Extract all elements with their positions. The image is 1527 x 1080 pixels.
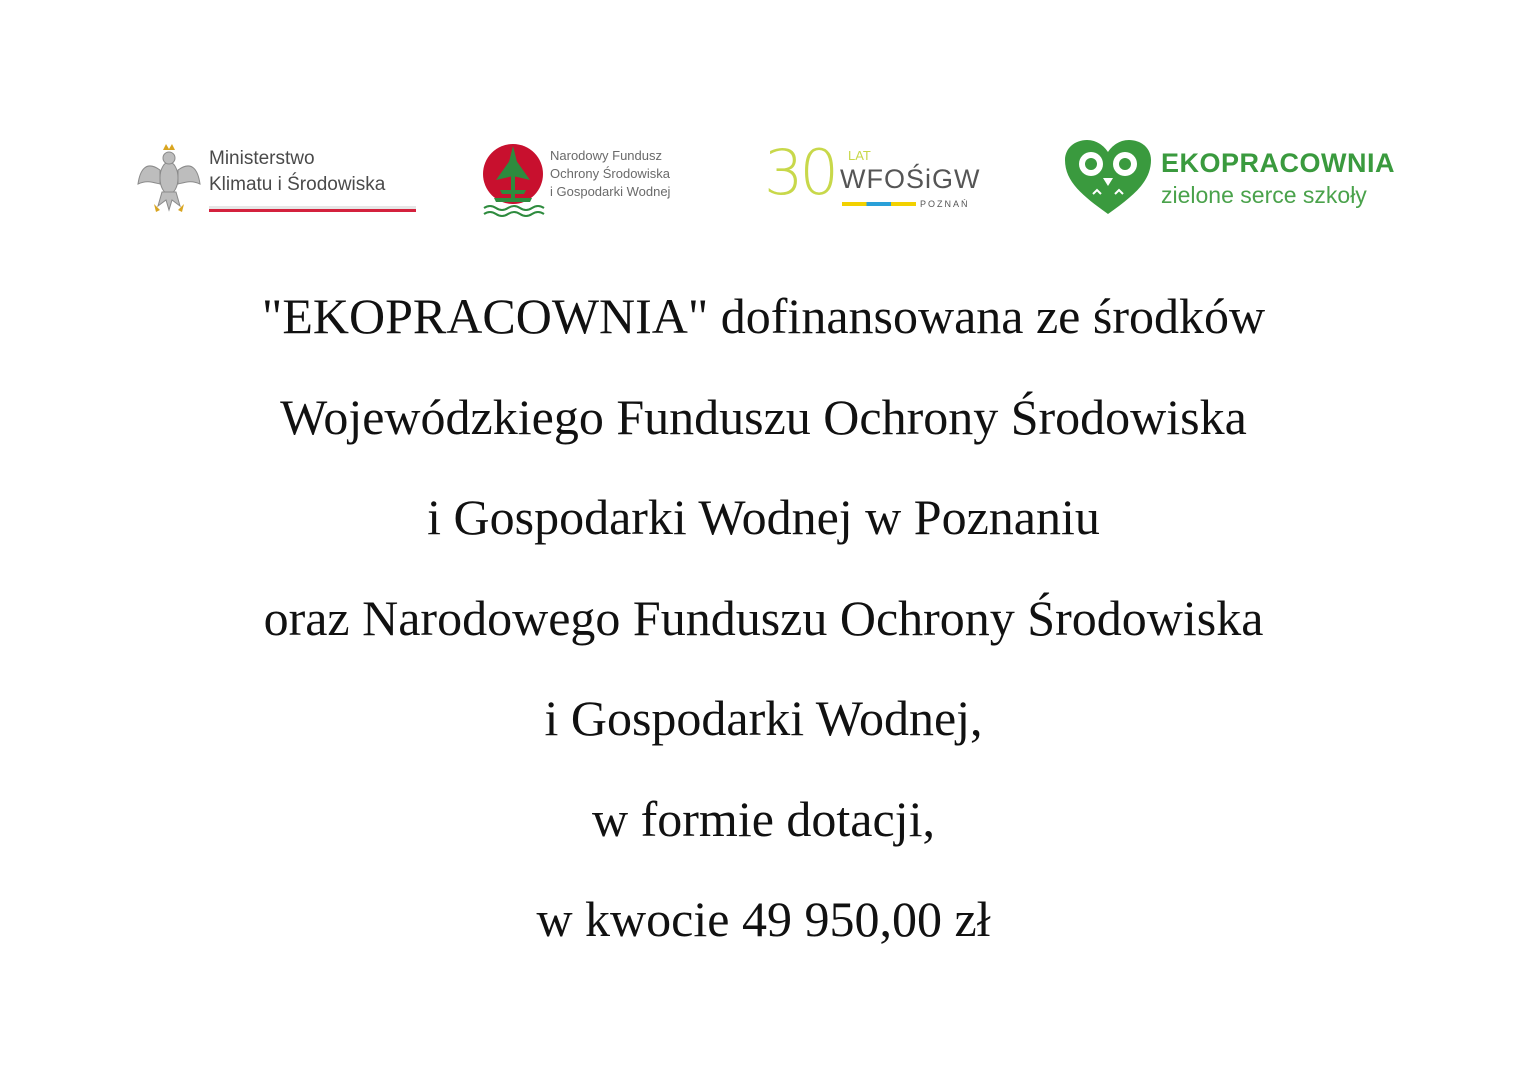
notice-line-2: Wojewódzkiego Funduszu Ochrony Środowiska (280, 388, 1247, 445)
nfosigw-logo (480, 140, 700, 220)
logo-bar (0, 0, 1527, 230)
wfosigw-logo (762, 136, 1002, 220)
funding-notice (0, 280, 1527, 984)
wfosigw-name: WFOŚiGW (840, 164, 981, 194)
ministry-line2: Klimatu i Środowiska (209, 174, 386, 195)
notice-line-3: i Gospodarki Wodnej w Poznaniu (427, 489, 1100, 545)
notice-line-5: i Gospodarki Wodnej, (544, 690, 983, 746)
wfosigw-years: 30 (764, 136, 835, 209)
nfosigw-line2: Ochrony Środowiska (550, 166, 670, 181)
nfosigw-emblem-icon (480, 140, 546, 218)
wfosigw-lat: LAT (848, 148, 871, 163)
ministry-line1: Ministerstwo (209, 148, 315, 169)
ekopracownia-logo (1063, 138, 1433, 218)
notice-line-6: w formie dotacji, (592, 790, 935, 847)
ministry-logo (136, 140, 426, 220)
nfosigw-line1: Narodowy Fundusz (550, 148, 662, 163)
polish-flag-bar (209, 206, 416, 212)
wfosigw-color-bar (842, 202, 916, 206)
owl-heart-icon (1063, 138, 1153, 216)
notice-line-1: "EKOPRACOWNIA" dofinansowana ze środków (261, 288, 1266, 344)
wfosigw-city: POZNAŃ (920, 199, 970, 209)
ekopracownia-title: EKOPRACOWNIA (1161, 148, 1395, 178)
nfosigw-line3: i Gospodarki Wodnej (550, 184, 671, 199)
ekopracownia-subtitle: zielone serce szkoły (1161, 182, 1367, 208)
eagle-icon (136, 140, 202, 216)
notice-line-4: oraz Narodowego Funduszu Ochrony Środowiska (263, 589, 1264, 646)
notice-line-7: w kwocie 49 950,00 zł (536, 891, 991, 947)
